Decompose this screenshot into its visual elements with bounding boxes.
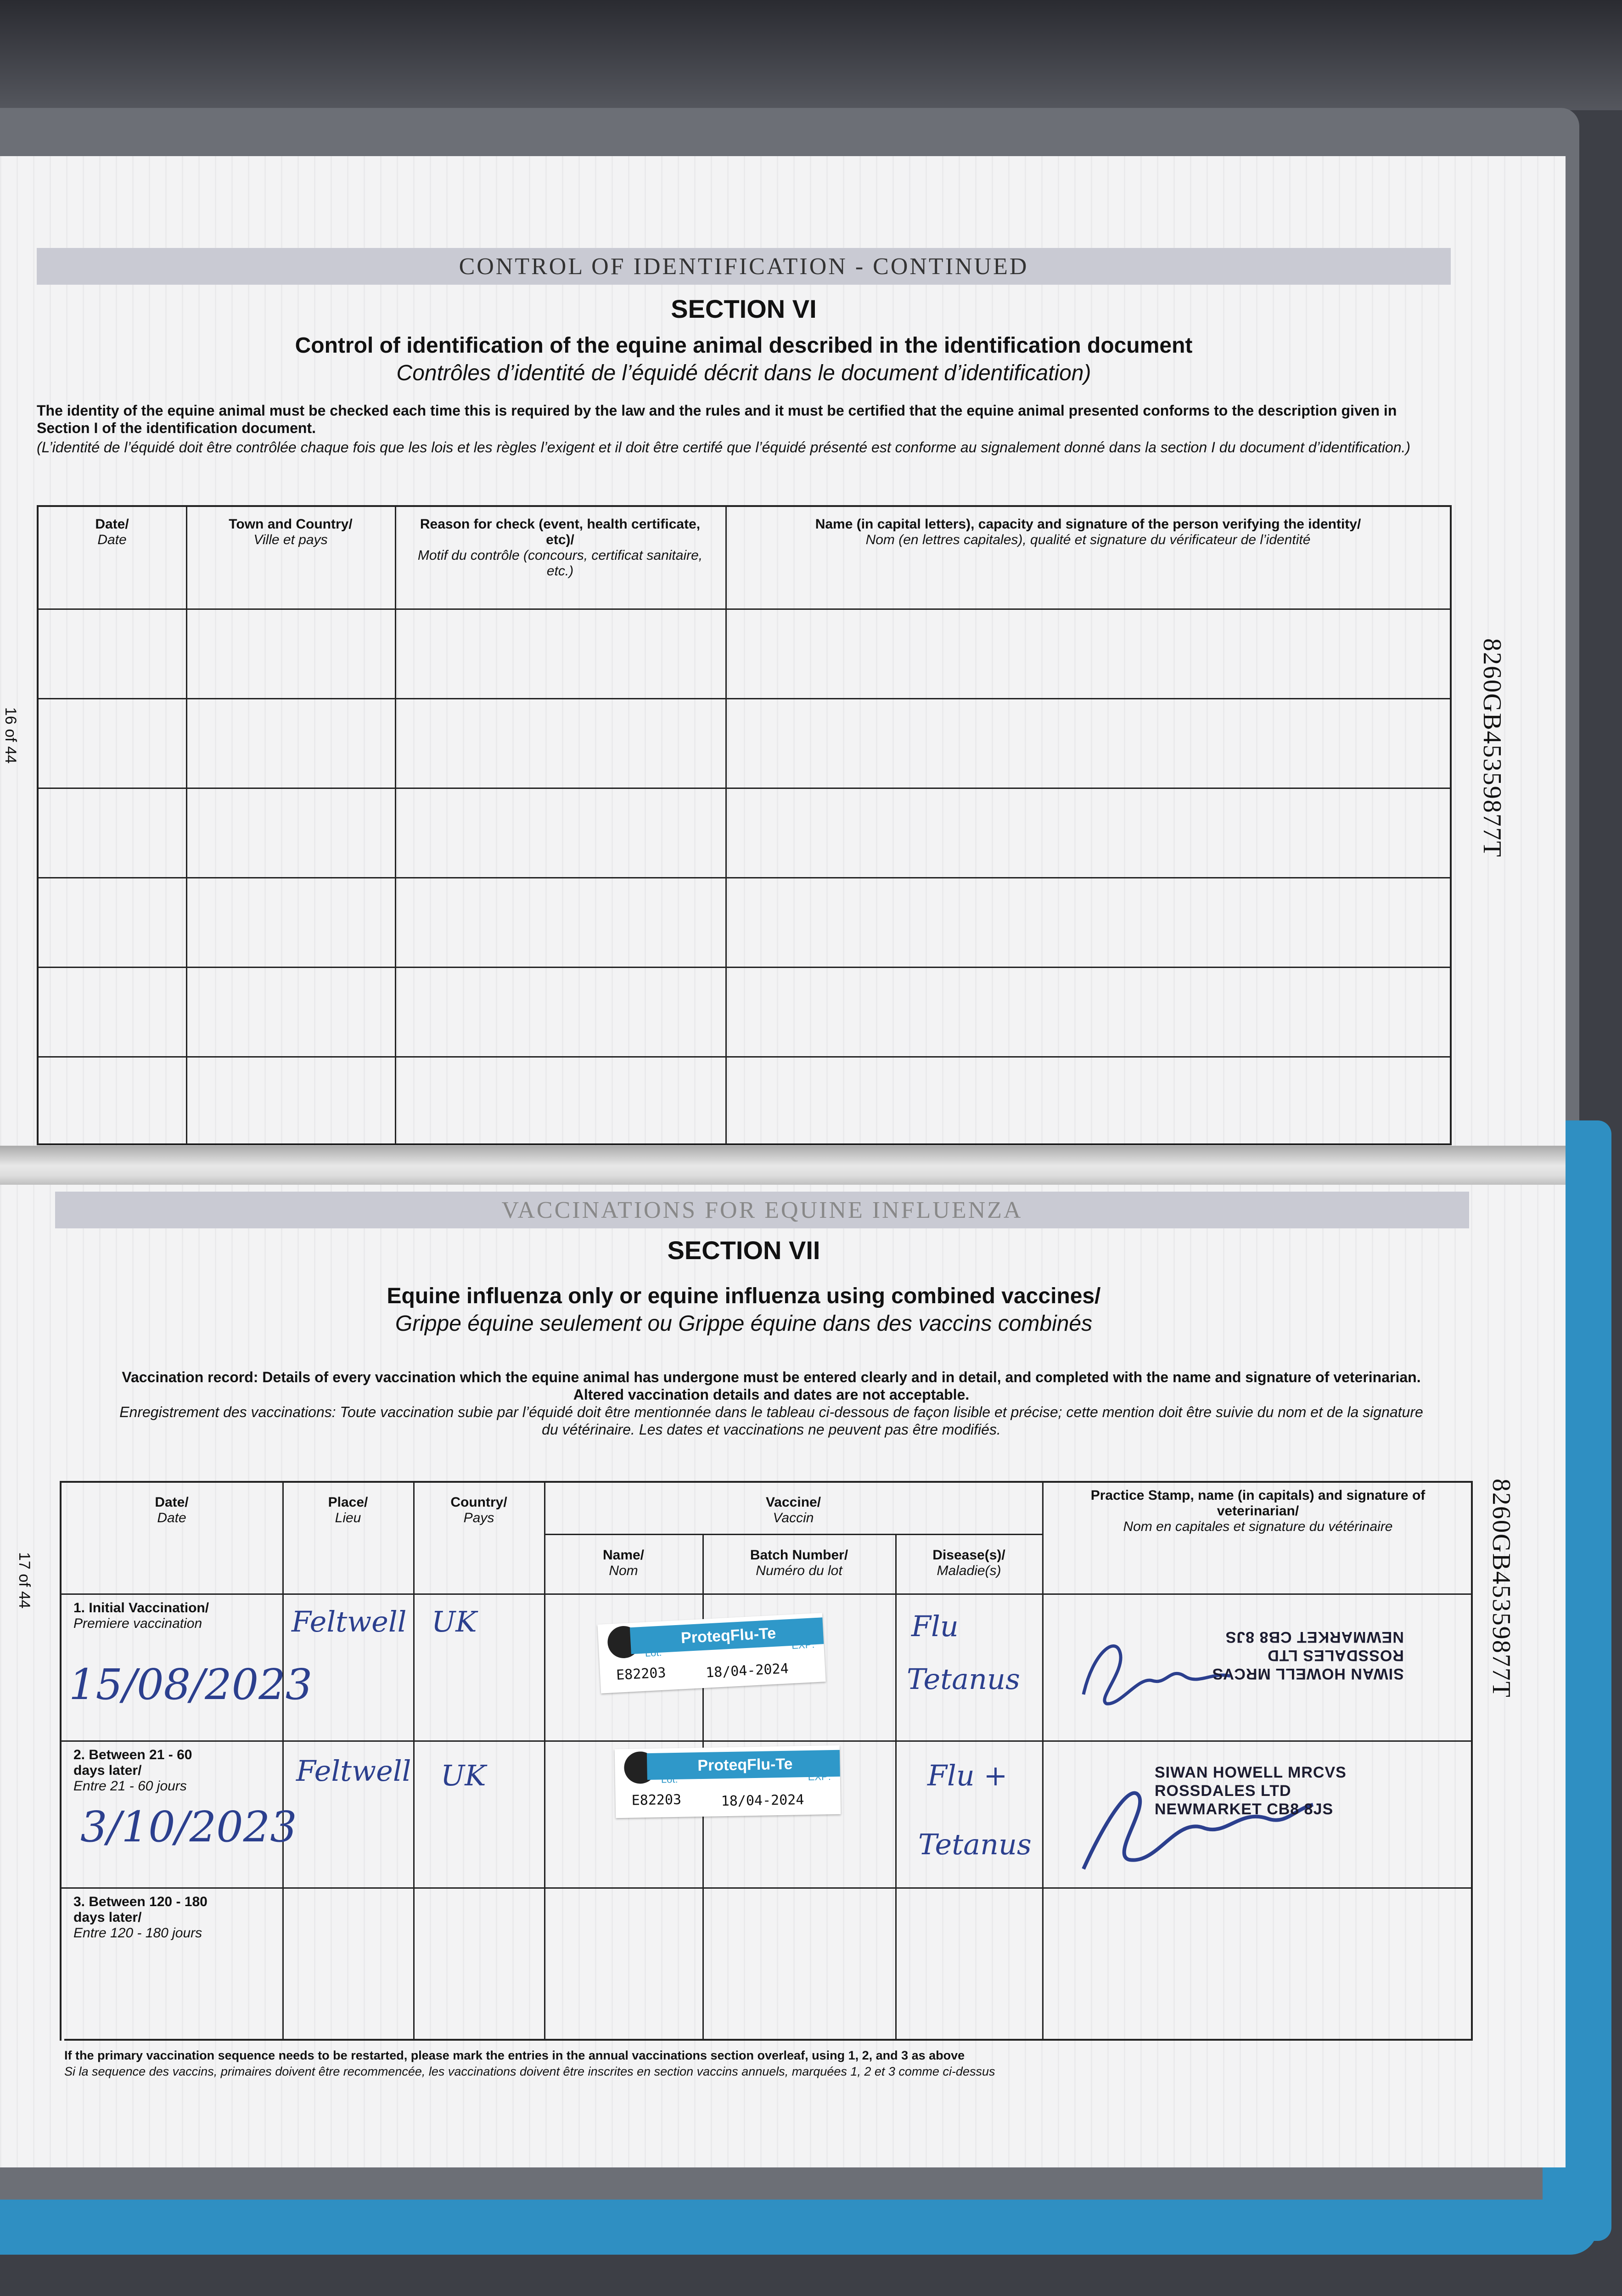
row-2-vaccine-sticker (615, 1745, 841, 1818)
intro-en: The identity of the equine animal must be checked each time this is required by the law and the rules and it must be certified that the equine animal presented conforms to the description given in Section I of the identification document. (37, 402, 1397, 436)
col-verifier: Name (in capital letters), capacity and signature of the person verifying the identity/ Nom (en lettres capitales), qualité et signature du vérificateur de l’identité (815, 517, 1361, 547)
sticker-brand: ProteqFlu-Te (647, 1750, 840, 1780)
intro-en-2: Altered vaccination details and dates are not acceptable. (573, 1386, 970, 1403)
page-number: 17 of 44 (16, 1552, 33, 1609)
section-banner: VACCINATIONS FOR EQUINE INFLUENZA (55, 1192, 1469, 1228)
col-reason: Reason for check (event, health certificate, etc)/ Motif du contrôle (concours, certificat sanitaire, etc.) (417, 517, 703, 579)
section-banner: CONTROL OF IDENTIFICATION - CONTINUED (37, 248, 1451, 285)
sticker-lot-label: Lot: (645, 1646, 662, 1659)
passport-number: 8260GB453598​77T (1487, 1479, 1515, 1698)
section-title-fr: Grippe équine seulement ou Grippe équine dans des vaccins combinés (395, 1311, 1093, 1336)
page-16 (0, 156, 1566, 1153)
row-1-disease-1: Flu (911, 1609, 959, 1643)
row-1-vaccine-sticker (597, 1613, 825, 1693)
col-date: Date/ Date (155, 1495, 189, 1525)
col-date: Date/ Date (95, 517, 129, 547)
col-town-country: Town and Country/ Ville et pays (229, 517, 353, 547)
intro-fr: (L’identité de l’équidé doit être contrôlée chaque fois que les lois et les règles l’exigent et il doit être certifé que l’équidé présenté est conforme au signalement donné dans la section I du document d’identification.) (37, 439, 1411, 456)
row-2-label: 2. Between 21 - 60 days later/ Entre 21 - 60 jours (73, 1747, 192, 1794)
col-diseases: Disease(s)/ Maladie(s) (932, 1548, 1005, 1578)
sticker-expiry: 18/04-2024 (705, 1660, 789, 1681)
sticker-exp-label: EXP: (808, 1771, 831, 1783)
page-17 (0, 1185, 1566, 2167)
col-country: Country/ Pays (450, 1495, 507, 1525)
section-title-fr: Contrôles d’identité de l’équidé décrit dans le document d’identification) (396, 361, 1091, 385)
row-1-disease-2: Tetanus (907, 1662, 1020, 1696)
row-2-disease-2: Tetanus (918, 1828, 1032, 1861)
section-heading: SECTION VI (671, 294, 817, 323)
row-2-disease-1: Flu + (927, 1759, 1008, 1792)
intro-fr-2: du vétérinaire. Les dates et vaccinations ne peuvent pas être modifiés. (542, 1421, 1001, 1438)
row-2-place: Feltwell (296, 1754, 411, 1788)
row-3-label: 3. Between 120 - 180 days later/ Entre 120 - 180 jours (73, 1894, 208, 1941)
section-heading: SECTION VII (667, 1236, 820, 1265)
col-place: Place/ Lieu (328, 1495, 368, 1525)
row-1-date: 15/08/2023 (69, 1660, 313, 1709)
section-title-en: Control of identification of the equine animal described in the identification document (295, 333, 1193, 358)
sticker-brand: ProteqFlu-Te (630, 1617, 824, 1654)
sticker-exp-label: EXP: (791, 1638, 815, 1651)
footnote-en: If the primary vaccination sequence needs to be restarted, please mark the entries in the annual vaccinations section overleaf, using 1, 2, and 3 as above (64, 2048, 965, 2062)
sticker-expiry: 18/04-2024 (721, 1792, 804, 1810)
passport-cover-bottom (0, 2200, 1598, 2255)
row-1-practice-stamp: SIWAN HOWELL MRCVS ROSSDALES LTD NEWMARKET CB8 8JS (1212, 1628, 1404, 1683)
sticker-lot-number: E82203 (616, 1665, 667, 1683)
intro-fr-1: Enregistrement des vaccinations: Toute vaccination subie par l’équidé doit être mentionnée dans le tableau ci-dessous de façon lisible et précise; cette mention doit être suivie du nom et de la signature (119, 1404, 1423, 1420)
page-number: 16 of 44 (2, 707, 19, 764)
row-2-practice-stamp: SIWAN HOWELL MRCVS ROSSDALES LTD NEWMARKET CB8 8JS (1155, 1764, 1347, 1818)
section-title-en: Equine influenza only or equine influenza using combined vaccines/ (387, 1284, 1101, 1308)
col-vaccine-name: Name/ Nom (602, 1548, 645, 1578)
row-1-country: UK (432, 1605, 477, 1638)
col-practice-stamp: Practice Stamp, name (in capitals) and signature of veterinarian/ Nom en capitales et signature du vétérinaire (1090, 1488, 1426, 1534)
col-batch-number: Batch Number/ Numéro du lot (750, 1548, 848, 1578)
row-1-label: 1. Initial Vaccination/ Premiere vaccination (73, 1600, 209, 1631)
footnote-fr: Si la sequence des vaccins, primaires doivent être recommencée, les vaccinations doivent être inscrites en section vaccins annuels, marquées 1, 2 et 3 comme ci-dessus (64, 2065, 995, 2078)
row-2-date: 3/10/2023 (80, 1802, 297, 1851)
passport-number: 8260GB453598​77T (1478, 638, 1506, 858)
row-1-place: Feltwell (292, 1605, 407, 1638)
scan-background (0, 0, 1622, 110)
row-2-country: UK (441, 1759, 486, 1792)
sticker-lot-label: Lot: (661, 1773, 678, 1785)
col-vaccine: Vaccine/ Vaccin (765, 1495, 821, 1525)
sticker-lot-number: E82203 (631, 1791, 682, 1809)
intro-en-1: Vaccination record: Details of every vaccination which the equine animal has undergone must be entered clearly and in detail, and completed with the name and signature of veterinarian. (122, 1369, 1421, 1385)
